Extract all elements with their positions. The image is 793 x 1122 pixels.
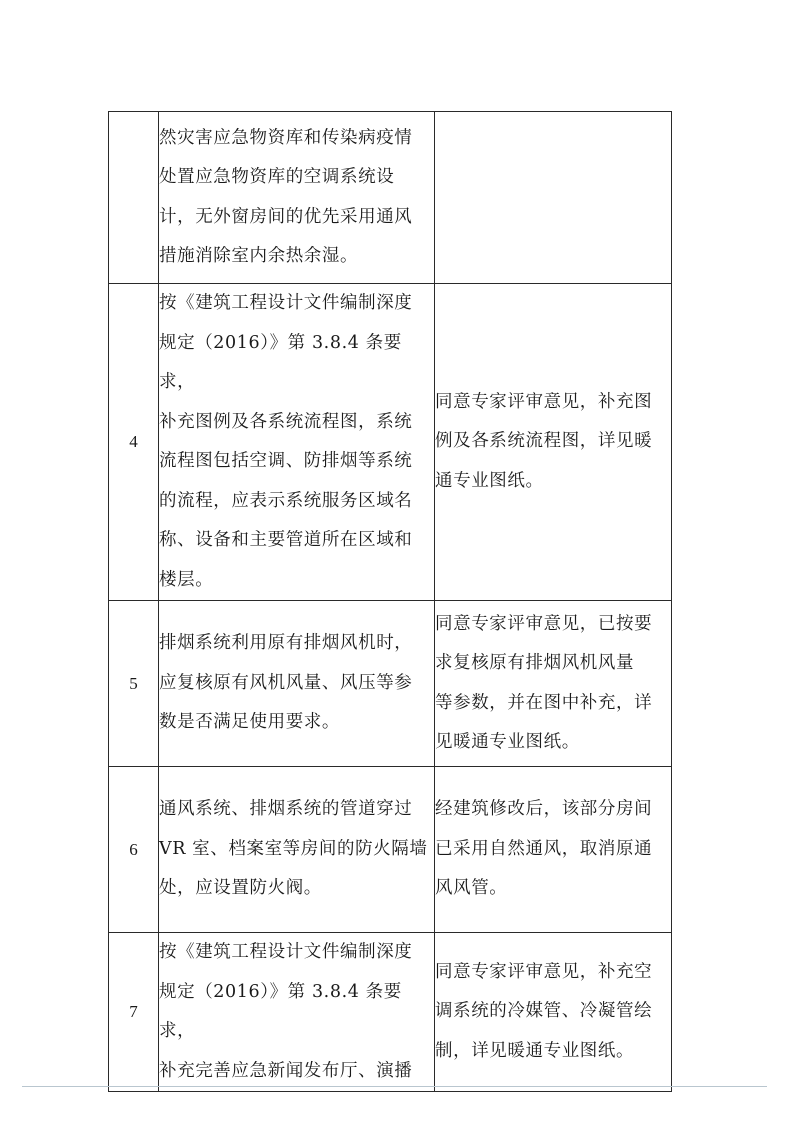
response-cell: 同意专家评审意见，补充空 调系统的冷媒管、冷凝管绘 制，详见暖通专业图纸。 — [435, 933, 672, 1092]
response-cell: 经建筑修改后，该部分房间 已采用自然通风，取消原通 风风管。 — [435, 767, 672, 933]
row-number-cell: 7 — [109, 933, 159, 1092]
row-number-cell: 4 — [109, 284, 159, 601]
review-table — [108, 111, 672, 1092]
table-row — [109, 284, 672, 601]
row-number-cell — [109, 112, 159, 284]
requirement-cell: 然灾害应急物资库和传染病疫情 处置应急物资库的空调系统设 计，无外窗房间的优先采用通风 措施消除室内余热余湿。 — [159, 112, 435, 284]
table-row — [109, 767, 672, 933]
row-number-cell: 5 — [109, 601, 159, 767]
response-cell: 同意专家评审意见，补充图 例及各系统流程图，详见暖 通专业图纸。 — [435, 284, 672, 601]
response-cell: 同意专家评审意见，已按要 求复核原有排烟风机风量 等参数，并在图中补充，详 见暖通专业图纸。 — [435, 601, 672, 767]
requirement-cell: 通风系统、排烟系统的管道穿过 VR 室、档案室等房间的防火隔墙 处，应设置防火阀。 — [159, 767, 435, 933]
table-row — [109, 112, 672, 284]
requirement-cell: 排烟系统利用原有排烟风机时， 应复核原有风机风量、风压等参 数是否满足使用要求。 — [159, 601, 435, 767]
requirement-cell: 按《建筑工程设计文件编制深度 规定（2016）》第 3.8.4 条要求， 补充图例及各系统流程图，系统 流程图包括空调、防排烟等系统 的流程，应表示系统服务区域名 称、设备和主要管道所在区域和 楼层。 — [159, 284, 435, 601]
requirement-cell: 按《建筑工程设计文件编制深度 规定（2016）》第 3.8.4 条要求， 补充完善应急新闻发布厅、演播 — [159, 933, 435, 1092]
table-row — [109, 933, 672, 1092]
row-number-cell: 6 — [109, 767, 159, 933]
response-cell — [435, 112, 672, 284]
table-row — [109, 601, 672, 767]
page-bottom-rule — [22, 1086, 767, 1087]
